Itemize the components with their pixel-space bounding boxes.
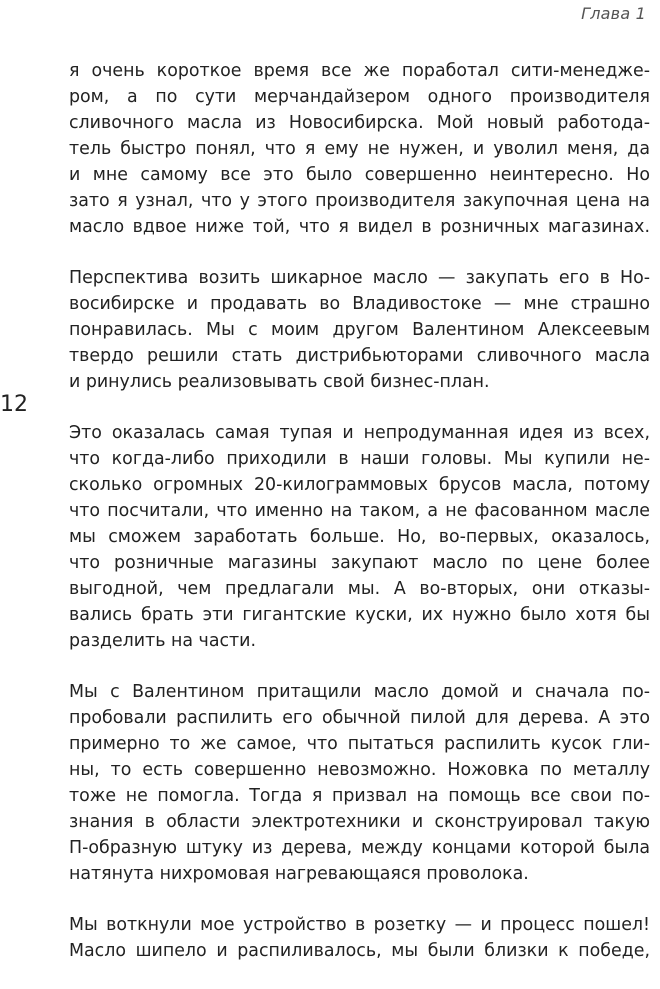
running-header-chapter: Глава 1 [581, 4, 646, 23]
text-line: ны, то есть совершенно невозможно. Ножовка по металлу [69, 760, 650, 780]
text-line: Мы с Валентином притащили масло домой и сначала по- [69, 682, 650, 702]
text-line: восибирске и продавать во Владивостоке — мне страшно [69, 294, 650, 314]
text-line: сливочного масла из Новосибирска. Мой новый работода- [69, 113, 650, 133]
paragraph-1 [69, 58, 650, 240]
body-text [69, 58, 650, 989]
text-line: Это оказалась самая тупая и непродуманная идея из всех, [69, 423, 650, 443]
text-line: и ринулись реализовывать свой бизнес-план. [69, 372, 490, 392]
page-number: 12 [0, 392, 28, 417]
paragraph-4 [69, 679, 650, 887]
text-line: тель быстро понял, что я ему не нужен, и уволил меня, да [69, 139, 650, 159]
paragraph-5 [69, 912, 650, 964]
text-line: знания в области электротехники и сконструировал такую [69, 812, 650, 832]
text-line: П-образную штуку из дерева, между концами которой была [69, 838, 650, 858]
text-line: что когда-либо приходили в наши головы. Мы купили не- [69, 449, 650, 469]
text-line: вались брать эти гигантские куски, их нужно было хотя бы [69, 605, 650, 625]
text-line: и мне самому все это было совершенно неинтересно. Но [69, 165, 650, 185]
paragraph-3 [69, 420, 650, 654]
text-line: что розничные магазины закупают масло по цене более [69, 553, 650, 573]
text-line: Перспектива возить шикарное масло — закупать его в Но- [69, 268, 650, 288]
text-line: масло вдвое ниже той, что я видел в розничных магазинах. [69, 217, 650, 237]
text-line: что посчитали, что именно на таком, а не фасованном масле [69, 501, 650, 521]
text-line: примерно то же самое, что пытаться распилить кусок гли- [69, 734, 650, 754]
text-line: зато я узнал, что у этого производителя закупочная цена на [69, 191, 650, 211]
text-line: разделить на части. [69, 631, 257, 651]
text-line: мы сможем заработать больше. Но, во-первых, оказалось, [69, 527, 650, 547]
text-line: сколько огромных 20-килограммовых брусов масла, потому [69, 475, 650, 495]
text-line: я очень короткое время все же поработал сити-менедже- [69, 61, 650, 81]
text-line: выгодной, чем предлагали мы. А во-вторых, они отказы- [69, 579, 650, 599]
paragraph-2 [69, 265, 650, 395]
text-line: тоже не помогла. Тогда я призвал на помощь все свои по- [69, 786, 650, 806]
text-line: пробовали распилить его обычной пилой для дерева. А это [69, 708, 650, 728]
text-line: Масло шипело и распиливалось, мы были близки к победе, [69, 941, 650, 961]
text-line: твердо решили стать дистрибьюторами сливочного масла [69, 346, 650, 366]
text-line: Мы воткнули мое устройство в розетку — и процесс пошел! [69, 915, 650, 935]
text-line: понравилась. Мы с моим другом Валентином Алексеевым [69, 320, 650, 340]
text-line: натянута нихромовая нагревающаяся проволока. [69, 864, 529, 884]
text-line: ром, а по сути мерчандайзером одного производителя [69, 87, 650, 107]
